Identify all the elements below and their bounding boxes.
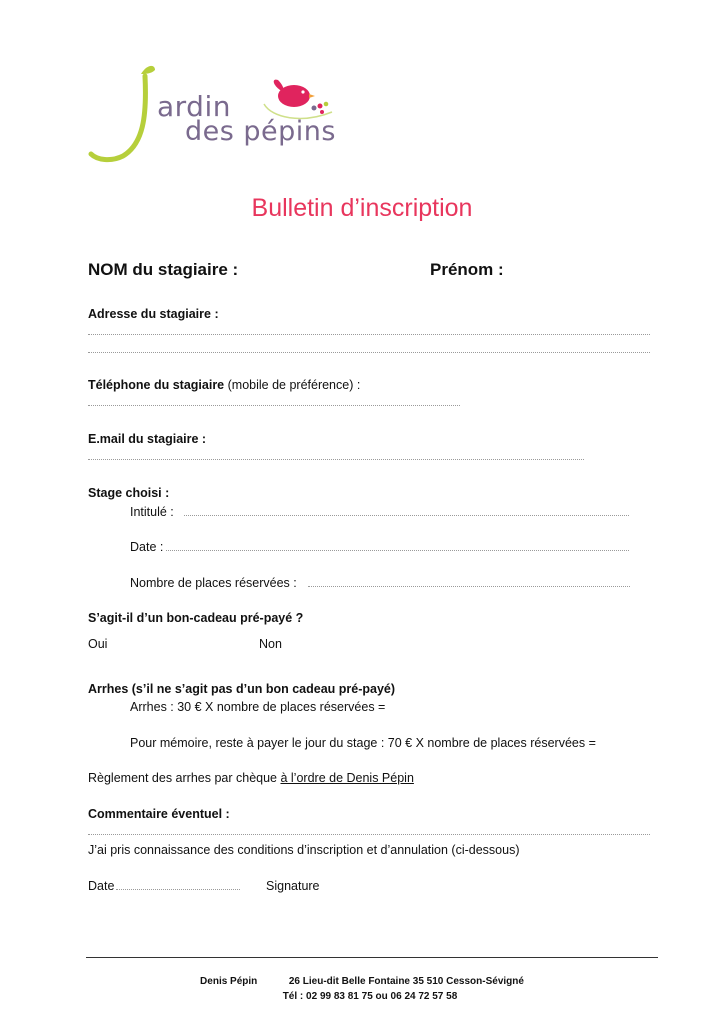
conditions-text: J’ai pris connaissance des conditions d’inscription et d’annulation (ci-dessous) bbox=[88, 843, 520, 857]
telephone-label bbox=[88, 378, 360, 392]
footer-name: Denis Pépin bbox=[200, 976, 258, 987]
arrhes-line1: Arrhes : 30 € X nombre de places réservées = bbox=[130, 700, 386, 714]
reglement-ordre: à l’ordre de Denis Pépin bbox=[280, 771, 414, 785]
places-line[interactable] bbox=[308, 586, 630, 587]
date-stage-label: Date : bbox=[130, 540, 164, 554]
arrhes-heading: Arrhes (s’il ne s’agit pas d’un bon cadeau pré-payé) bbox=[88, 682, 396, 696]
telephone-label-bold: Téléphone du stagiaire bbox=[88, 378, 225, 392]
prenom-label: Prénom : bbox=[430, 260, 504, 279]
adresse-line-1[interactable] bbox=[88, 334, 650, 335]
page-title: Bulletin d’inscription bbox=[251, 194, 473, 222]
logo-line1: ardin bbox=[157, 90, 231, 123]
logo-line2: des pépins bbox=[185, 116, 336, 147]
commentaire-line[interactable] bbox=[88, 834, 650, 835]
footer-line1 bbox=[0, 976, 724, 987]
reglement-prefix: Règlement des arrhes par chèque bbox=[88, 771, 281, 785]
arrhes-line2: Pour mémoire, reste à payer le jour du stage : 70 € X nombre de places réservées = bbox=[130, 736, 596, 750]
date-label: Date bbox=[88, 879, 115, 893]
intitule-label: Intitulé : bbox=[130, 505, 174, 519]
commentaire-label: Commentaire éventuel : bbox=[88, 807, 230, 821]
reglement-text bbox=[88, 771, 414, 785]
adresse-label: Adresse du stagiaire : bbox=[88, 307, 219, 321]
stage-label: Stage choisi : bbox=[88, 486, 170, 500]
adresse-line-2[interactable] bbox=[88, 352, 650, 353]
date-line[interactable] bbox=[116, 889, 240, 890]
bon-cadeau-oui[interactable]: Oui bbox=[88, 637, 108, 651]
telephone-line[interactable] bbox=[88, 405, 460, 406]
bon-cadeau-non[interactable]: Non bbox=[259, 637, 282, 651]
signature-label: Signature bbox=[266, 879, 320, 893]
bon-cadeau-question: S’agit-il d’un bon-cadeau pré-payé ? bbox=[88, 611, 304, 625]
intitule-line[interactable] bbox=[184, 515, 629, 516]
footer-divider bbox=[86, 957, 658, 958]
email-label: E.mail du stagiaire : bbox=[88, 432, 207, 446]
places-label: Nombre de places réservées : bbox=[130, 576, 297, 590]
bird-icon bbox=[262, 74, 342, 134]
email-line[interactable] bbox=[88, 459, 584, 460]
date-stage-line[interactable] bbox=[166, 550, 629, 551]
telephone-label-rest: (mobile de préférence) : bbox=[224, 378, 361, 392]
logo-j-icon bbox=[85, 62, 165, 167]
footer-address: 26 Lieu-dit Belle Fontaine 35 510 Cesson-Sévigné bbox=[288, 976, 524, 987]
nom-label: NOM du stagiaire : bbox=[88, 260, 239, 279]
footer-line2: Tél : 02 99 83 81 75 ou 06 24 72 57 58 bbox=[282, 991, 458, 1002]
